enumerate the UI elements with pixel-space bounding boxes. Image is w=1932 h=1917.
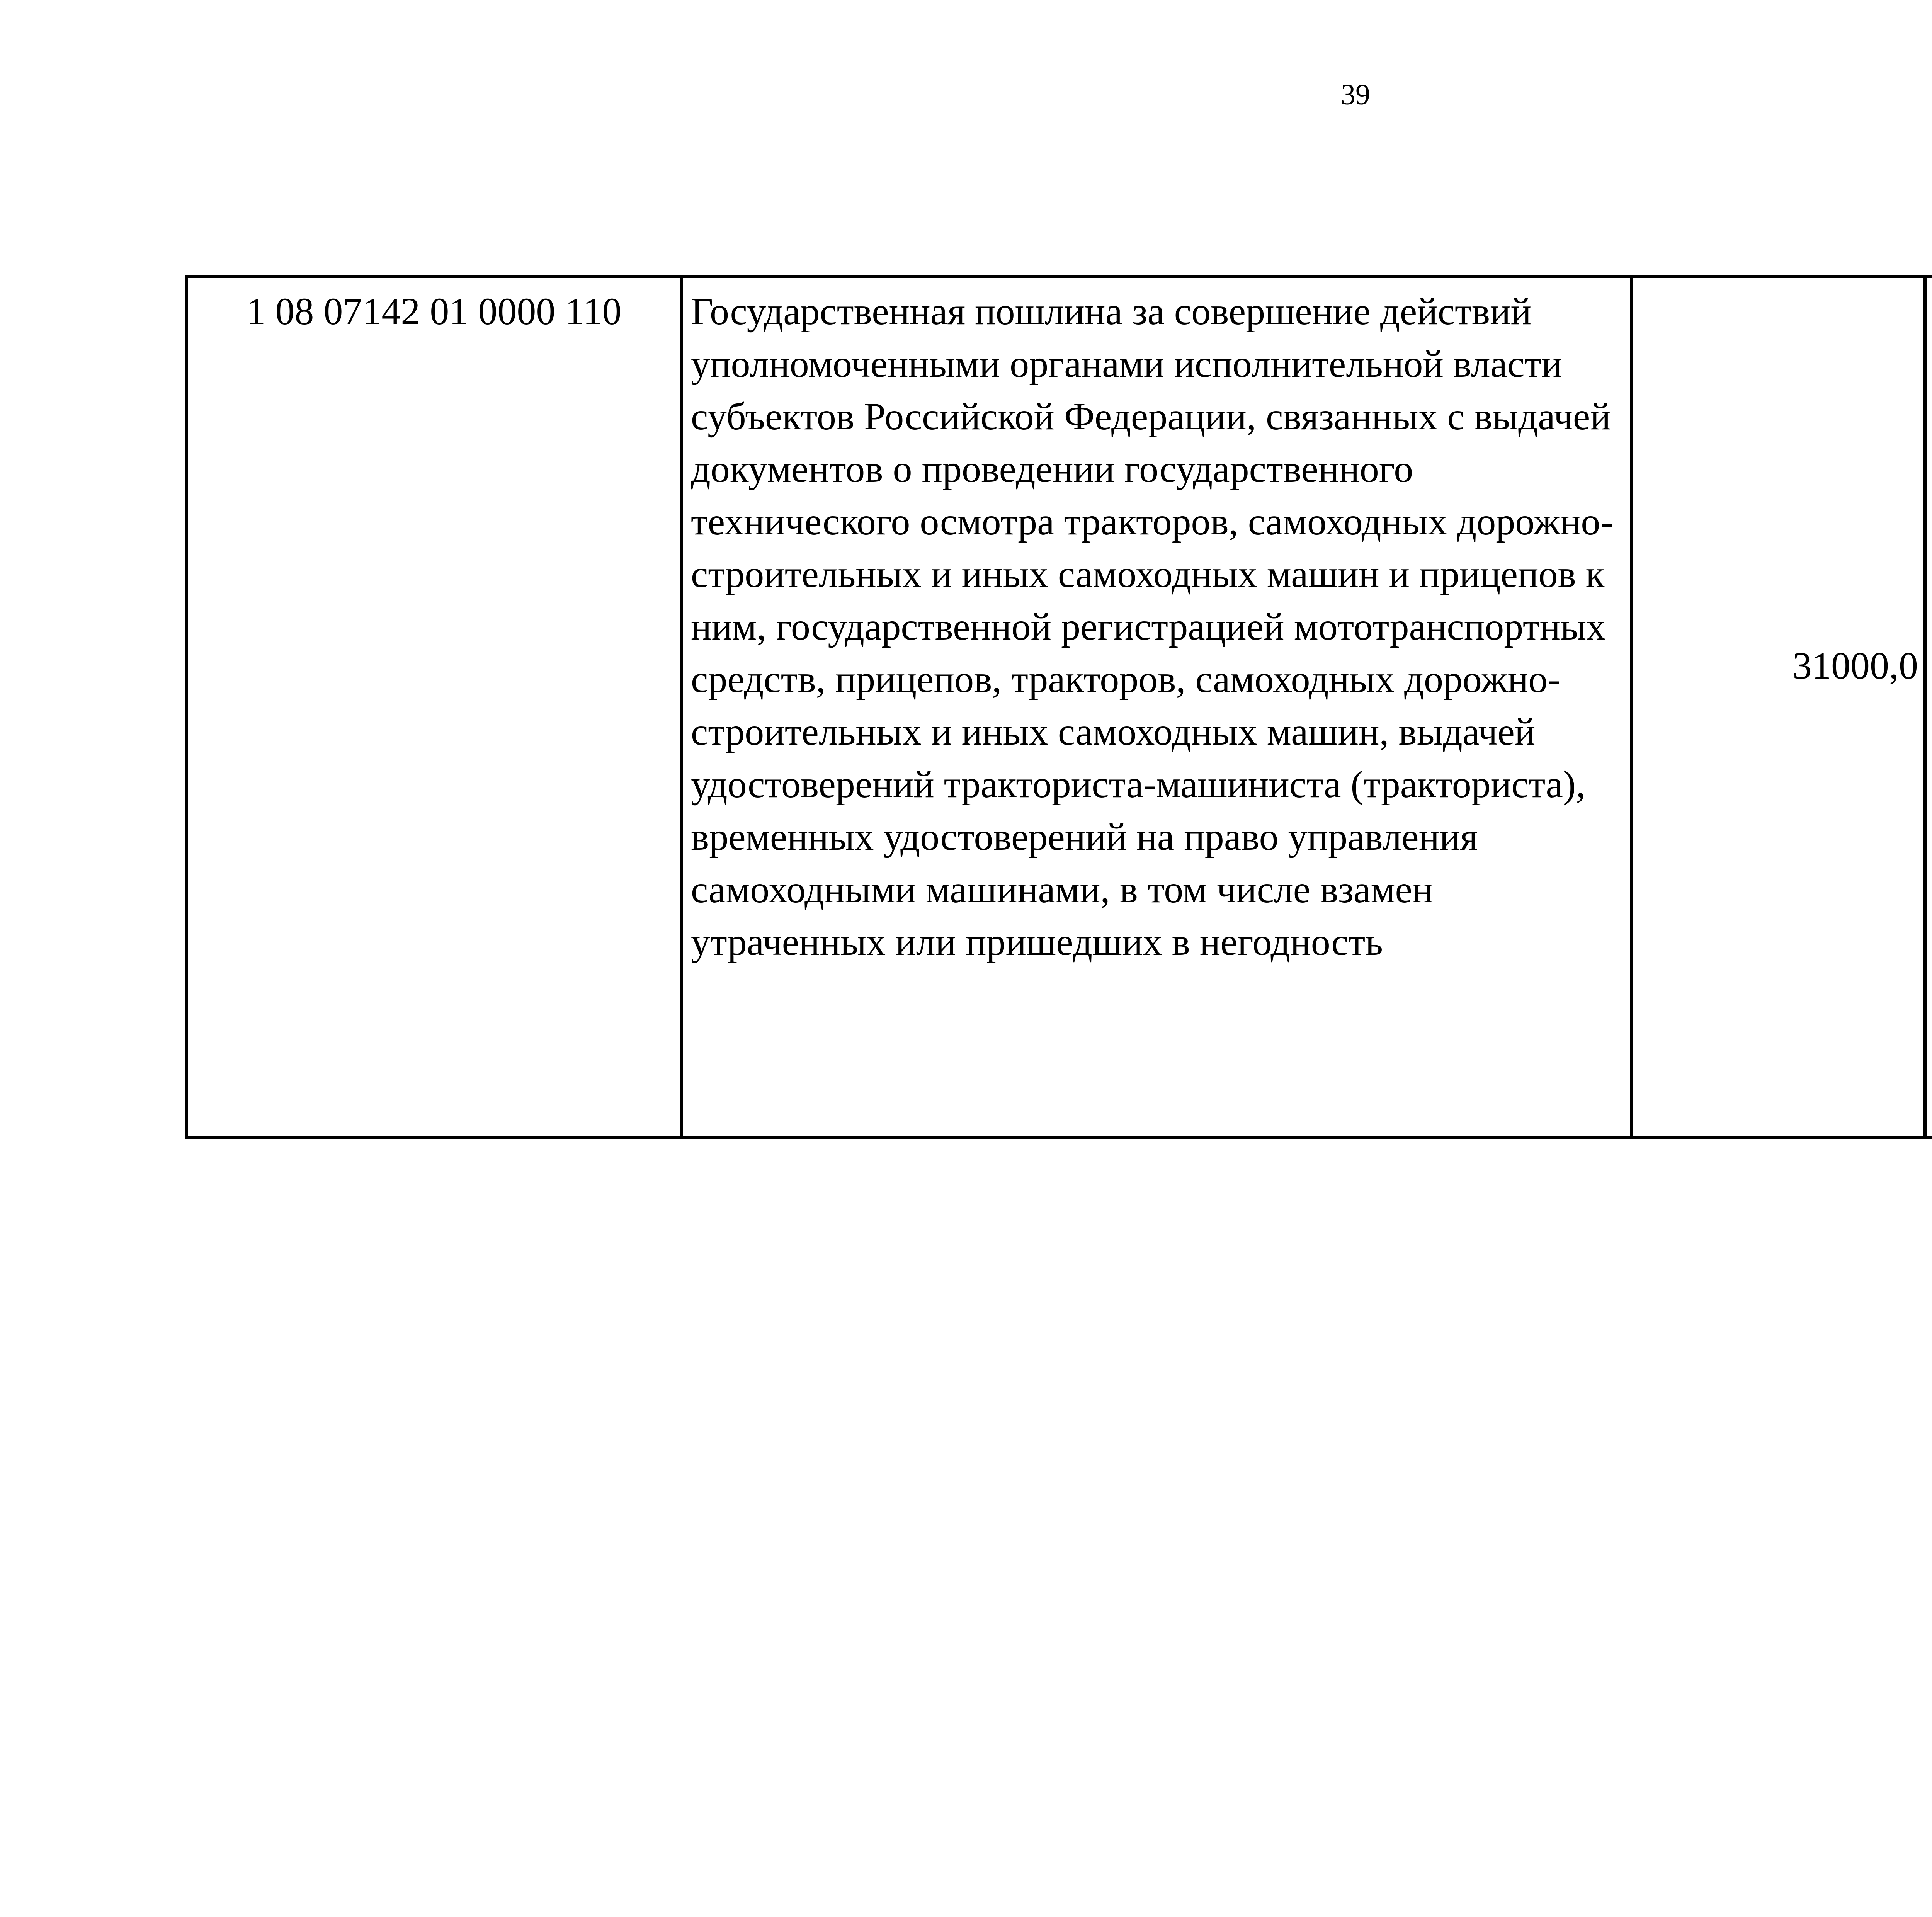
budget-table xyxy=(185,275,1932,1139)
revenue-name: Государственная пошлина за совершение действий уполномоченными органами исполнительной власти субъектов Российской Федерации, связанных с выдачей документов о проведении государственного технического осмотра тракторов, самоходных дорожно-строительных и иных самоходных машин и прицепов к ним, государственной регистрацией мототранспортных средств, прицепов, тракторов, самоходных дорожно-строительных и иных самоходных машин, выдачей удостоверений тракториста-машиниста (тракториста), временных удостоверений на право управления самоходными машинами, в том числе взамен утраченных или пришедших в негодность xyxy=(682,277,1631,1138)
table-row xyxy=(186,277,1932,1138)
amount-year-2 xyxy=(1925,277,1932,1138)
budget-classification-code: 1 08 07142 01 0000 110 xyxy=(186,277,682,1138)
page-number: 39 xyxy=(1341,78,1370,111)
amount-year-1: 31000,0 xyxy=(1631,277,1925,1138)
